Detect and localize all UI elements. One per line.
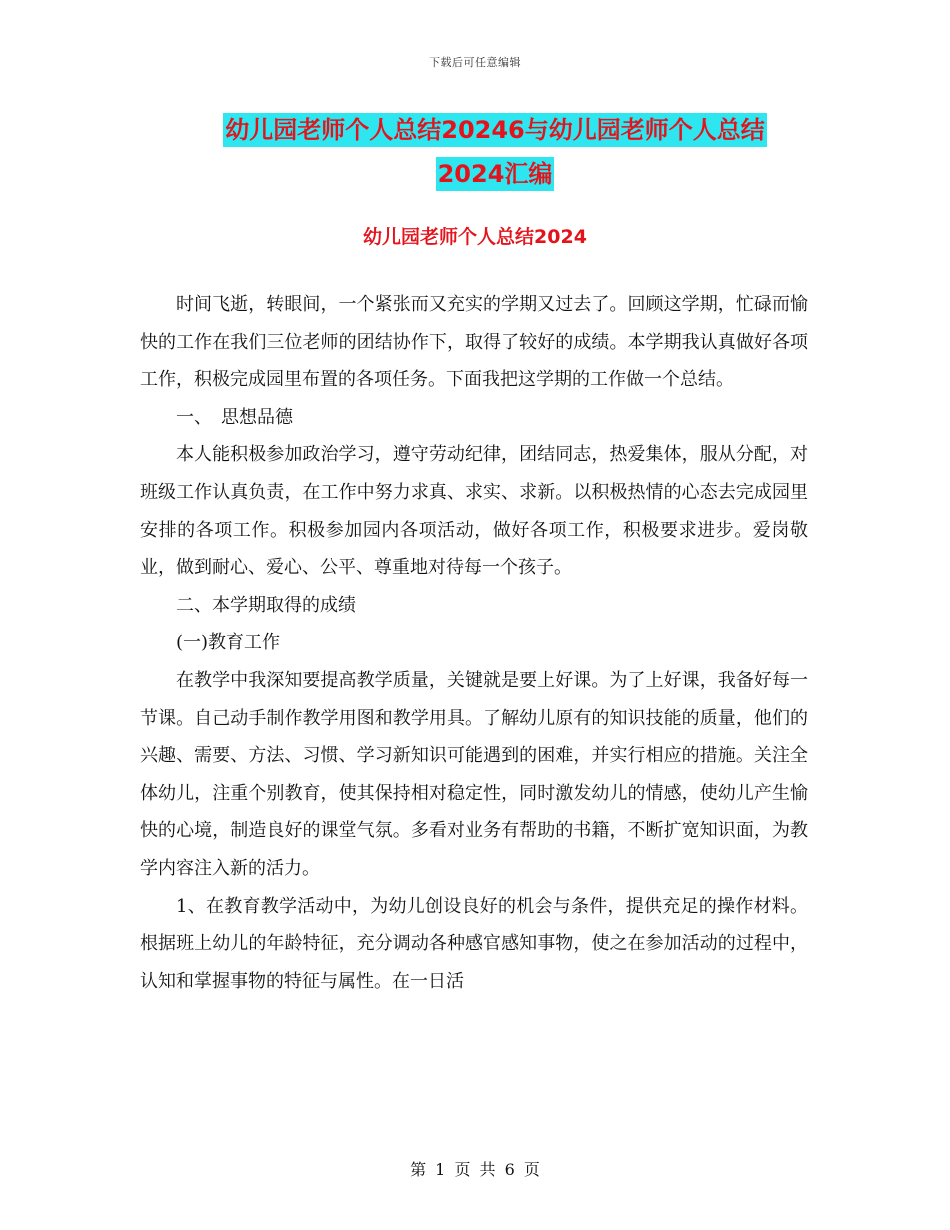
body-text: [140, 286, 808, 1000]
section-title: 幼儿园老师个人总结2024: [363, 226, 587, 248]
paragraph: 时间飞逝，转眼间，一个紧张而又充实的学期又过去了。回顾这学期，忙碌而愉快的工作在我们三位老师的团结协作下，取得了较好的成绩。本学期我认真做好各项工作，积极完成园里布置的各项任务。下面我把这学期的工作做一个总结。: [140, 294, 808, 391]
document-title: [140, 108, 850, 196]
title-line-1: 幼儿园老师个人总结20246与幼儿园老师个人总结: [223, 113, 767, 147]
page-footer: 第 1 页 共 6 页: [410, 1160, 540, 1179]
title-line-2: 2024汇编: [436, 157, 555, 191]
heading-ideology: 一、 思想品德: [176, 406, 293, 428]
header-note: 下载后可任意编辑: [429, 56, 521, 69]
paragraph: 1、在教育教学活动中，为幼儿创设良好的机会与条件，提供充足的操作材料。根据班上幼儿的年龄特征，充分调动各种感官感知事物，使之在参加活动的过程中，认知和掌握事物的特征与属性。在一日活: [140, 895, 808, 992]
heading-education-work: (一)教育工作: [176, 632, 281, 654]
paragraph: 在教学中我深知要提高教学质量，关键就是要上好课。为了上好课，我备好每一节课。自己动手制作教学用图和教学用具。了解幼儿原有的知识技能的质量，他们的兴趣、需要、方法、习惯、学习新知识可能遇到的困难，并实行相应的措施。关注全体幼儿，注重个别教育，使其保持相对稳定性，同时激发幼儿的情感，使幼儿产生愉快的心境，制造良好的课堂气氛。多看对业务有帮助的书籍，不断扩宽知识面，为教学内容注入新的活力。: [140, 669, 808, 879]
paragraph: 本人能积极参加政治学习，遵守劳动纪律，团结同志，热爱集体，服从分配，对班级工作认真负责，在工作中努力求真、求实、求新。以积极热情的心态去完成园里安排的各项工作。积极参加园内各项活动，做好各项工作，积极要求进步。爱岗敬业，做到耐心、爱心、公平、尊重地对待每一个孩子。: [140, 444, 808, 579]
heading-achievements: 二、本学期取得的成绩: [176, 594, 356, 616]
